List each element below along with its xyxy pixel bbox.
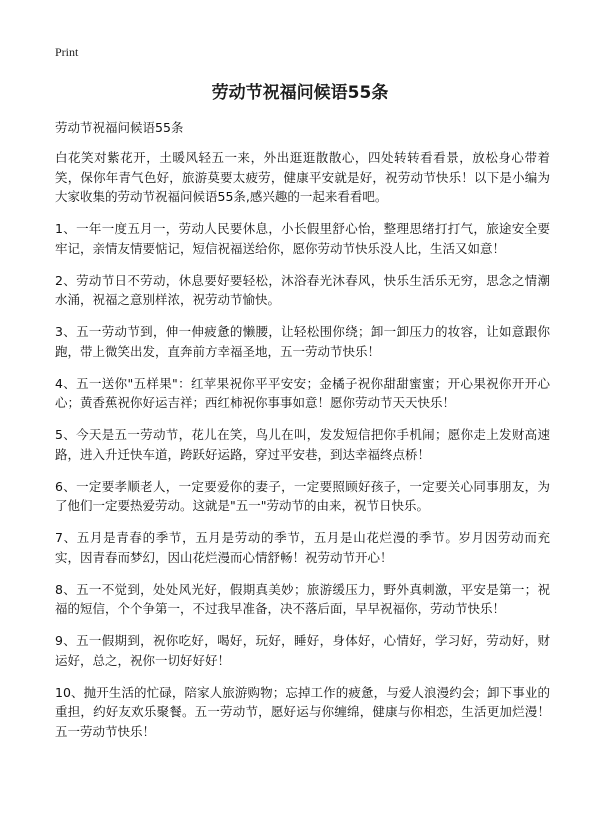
greeting-paragraph-4: 4、五一送你"五样果"：红苹果祝你平平安安；金橘子祝你甜甜蜜蜜；开心果祝你开开心心；黄香蕉祝你好运吉祥；西红柿祝你事事如意！愿你劳动节天天快乐！: [55, 375, 550, 410]
page-title: 劳动节祝福问候语55条: [211, 83, 389, 103]
greeting-paragraph-7: 7、五月是青春的季节，五月是劳动的季节，五月是山花烂漫的季节。岁月因劳动而充实，因青春而梦幻，因山花烂漫而心情舒畅！祝劳动节开心！: [55, 530, 550, 565]
greeting-paragraph-5: 5、今天是五一劳动节，花儿在笑，鸟儿在叫，发发短信把你手机闹；愿你走上发财高速路，进入升迁快车道，跨跃好运路，穿过平安巷，到达幸福终点桥！: [55, 427, 550, 462]
greeting-paragraph-1: 1、一年一度五月一，劳动人民要休息，小长假里舒心怡，整理思绪打打气，旅途安全要牢记，亲情友情要惦记，短信祝福送给你，愿你劳动节快乐没人比，生活又如意！: [55, 221, 550, 256]
greeting-paragraph-8: 8、五一不觉到，处处风光好，假期真美妙；旅游缓压力，野外真刺激，平安是第一；祝福的短信，个个争第一，不过我早准备，决不落后面，早早祝福你，劳动节快乐！: [55, 581, 550, 616]
greeting-paragraph-6: 6、一定要孝顺老人，一定要爱你的妻子，一定要照顾好孩子，一定要关心同事朋友，为了他们一定要热爱劳动。这就是"五一"劳动节的由来，祝节日快乐。: [55, 478, 550, 513]
greeting-paragraph-10: 10、抛开生活的忙碌，陪家人旅游购物；忘掉工作的疲惫，与爱人浪漫约会；卸下事业的重担，约好友欢乐聚餐。五一劳动节，愿好运与你缠绵，健康与你相恋，生活更加烂漫！五一劳动节快乐！: [55, 684, 550, 739]
print-link[interactable]: Print: [55, 45, 79, 59]
greeting-paragraph-9: 9、五一假期到，祝你吃好，喝好，玩好，睡好，身体好，心情好，学习好，劳动好，财运好，总之，祝你一切好好好！: [55, 633, 550, 668]
document-body: [55, 148, 550, 754]
greeting-paragraph-2: 2、劳动节日不劳动，休息要好要轻松，沐浴春光沐春风，快乐生活乐无穷，思念之情潮水涌，祝福之意别样浓，祝劳动节愉快。: [55, 272, 550, 307]
greeting-paragraph-3: 3、五一劳动节到，伸一伸疲惫的懒腰，让轻松围你绕；卸一卸压力的妆容，让如意跟你跑，带上微笑出发，直奔前方幸福圣地，五一劳动节快乐！: [55, 324, 550, 359]
document-subtitle: 劳动节祝福问候语55条: [55, 120, 184, 135]
intro-paragraph: 白花笑对紫花开，土暖风轻五一来，外出逛逛散散心，四处转转看看景，放松身心带着笑，保你年青气色好，旅游莫要太疲劳，健康平安就是好，祝劳动节快乐！以下是小编为大家收集的劳动节祝福问候语55条,感兴趣的一起来看看吧。: [55, 150, 550, 204]
